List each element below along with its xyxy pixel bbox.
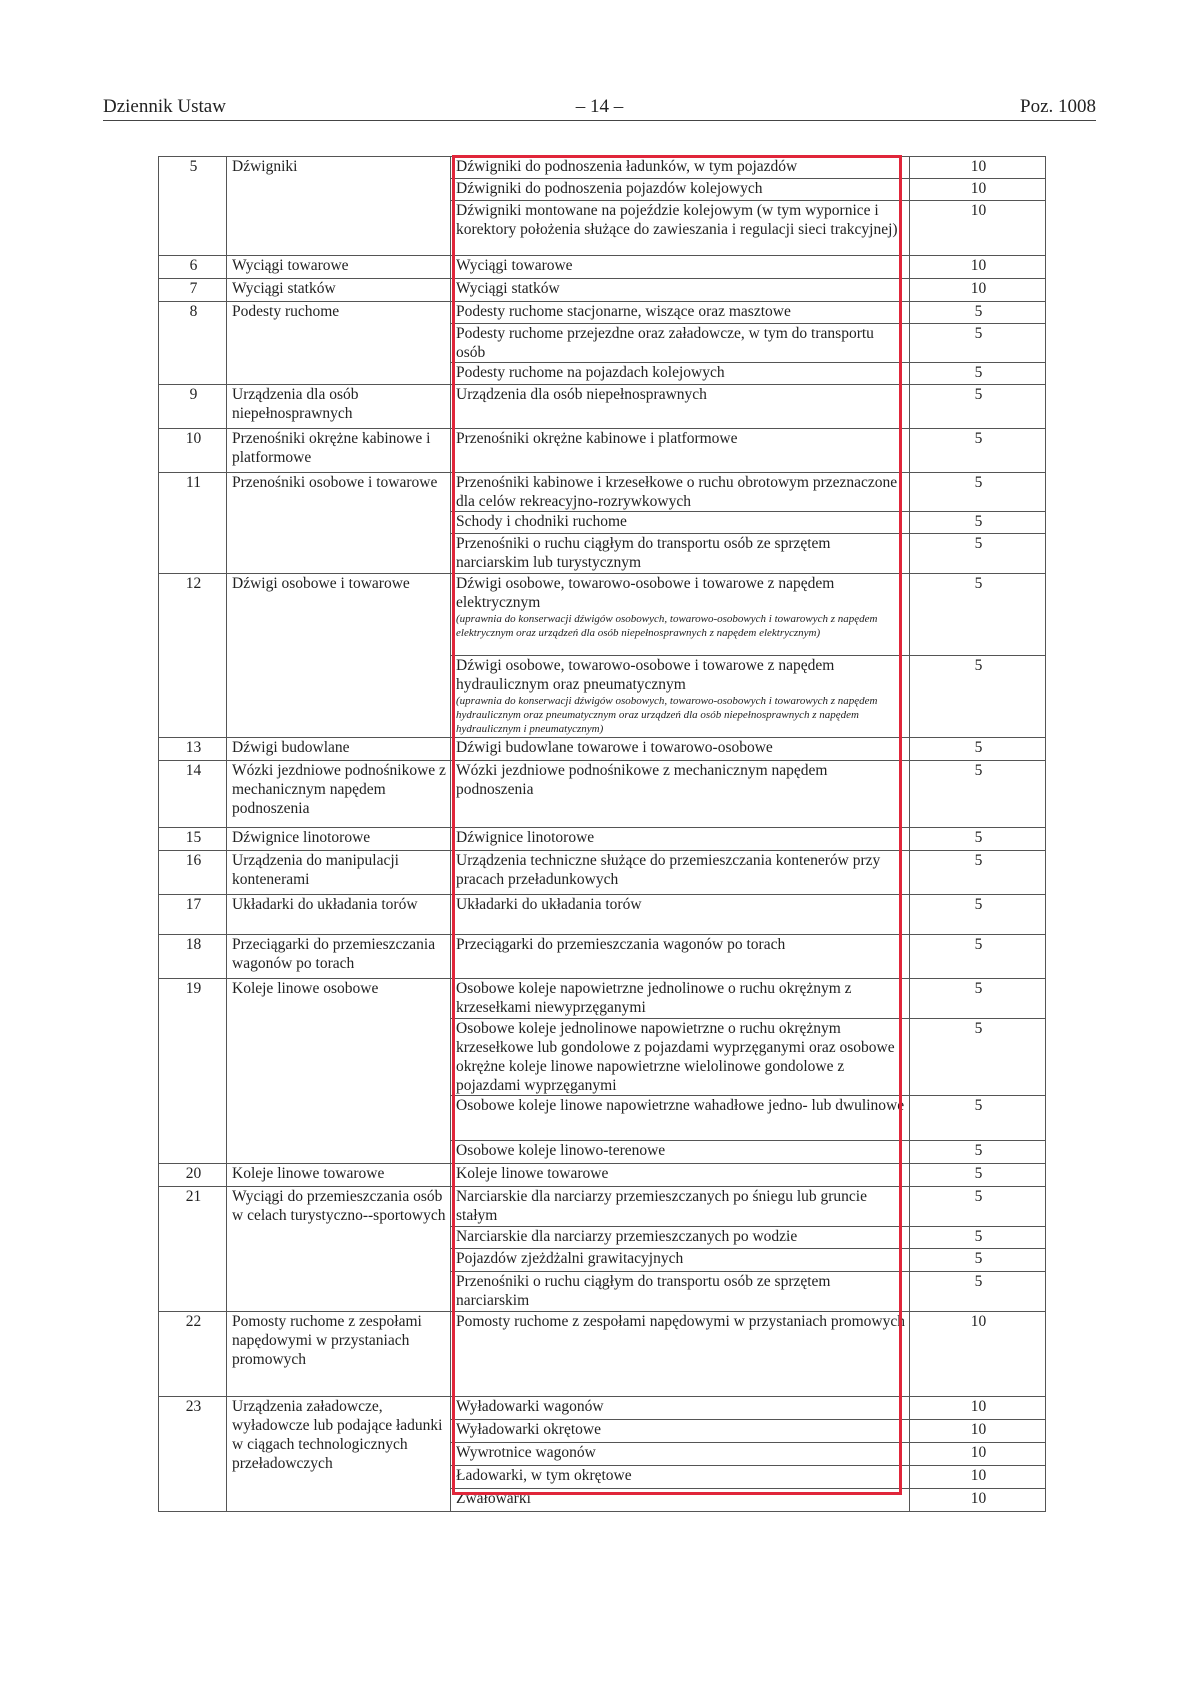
device-type xyxy=(451,1397,910,1420)
device-category: Przeciągarki do przemieszczania wagonów po torach xyxy=(227,935,451,979)
device-type-name: Dźwigniki do podnoszenia ładunków, w tym pojazdów xyxy=(456,158,798,175)
device-category: Przenośniki okrężne kabinowe i platformowe xyxy=(227,429,451,473)
years-value: 10 xyxy=(910,279,1046,302)
years-value: 5 xyxy=(910,1164,1046,1187)
table-row xyxy=(159,473,1046,512)
device-category: Wyciągi towarowe xyxy=(227,256,451,279)
table-row xyxy=(159,429,1046,473)
table-row xyxy=(159,935,1046,979)
device-type-name: Dźwigi osobowe, towarowo-osobowe i towarowe z napędem hydraulicznym oraz pneumatycznym xyxy=(456,657,835,693)
table-row xyxy=(159,256,1046,279)
row-number: 18 xyxy=(159,935,227,979)
table-row xyxy=(159,828,1046,851)
device-category: Dźwigi budowlane xyxy=(227,738,451,761)
years-value: 5 xyxy=(910,574,1046,656)
years-value: 5 xyxy=(910,473,1046,512)
device-type-name: Ładowarki, w tym okrętowe xyxy=(456,1467,632,1484)
device-type-name: Urządzenia dla osób niepełnosprawnych xyxy=(456,386,707,403)
device-category: Urządzenia do manipulacji kontenerami xyxy=(227,851,451,895)
device-type-name: Osobowe koleje linowe napowietrzne wahadłowe jedno- lub dwulinowe xyxy=(456,1097,905,1114)
table-row xyxy=(159,279,1046,302)
years-value: 10 xyxy=(910,1312,1046,1397)
device-type xyxy=(451,363,910,385)
years-value: 10 xyxy=(910,179,1046,201)
row-number: 22 xyxy=(159,1312,227,1397)
row-number: 21 xyxy=(159,1187,227,1312)
table-row xyxy=(159,761,1046,828)
years-value: 10 xyxy=(910,256,1046,279)
device-type xyxy=(451,256,910,279)
years-value: 5 xyxy=(910,534,1046,574)
device-type xyxy=(451,385,910,429)
device-type-name: Schody i chodniki ruchome xyxy=(456,513,627,530)
device-type-note: (uprawnia do konserwacji dźwigów osobowych, towarowo-osobowych i towarowych z napędem elektrycznym oraz urządzeń dla osób niepełnosprawnych z napędem elektrycznym) xyxy=(456,613,878,639)
table-row xyxy=(159,1397,1046,1420)
device-type xyxy=(451,302,910,324)
years-value: 5 xyxy=(910,1249,1046,1272)
table-row xyxy=(159,302,1046,324)
device-type-name: Dźwigniki do podnoszenia pojazdów kolejowych xyxy=(456,180,763,197)
years-value: 10 xyxy=(910,157,1046,179)
device-type xyxy=(451,979,910,1019)
device-type xyxy=(451,851,910,895)
device-type xyxy=(451,1489,910,1512)
device-type xyxy=(451,201,910,256)
table-row xyxy=(159,385,1046,429)
years-value: 5 xyxy=(910,363,1046,385)
device-type-name: Przenośniki okrężne kabinowe i platformowe xyxy=(456,430,738,447)
device-type-name: Pojazdów zjeżdżalni grawitacyjnych xyxy=(456,1250,684,1267)
years-value: 5 xyxy=(910,1272,1046,1312)
device-type-note: (uprawnia do konserwacji dźwigów osobowych, towarowo-osobowych i towarowych z napędem hydraulicznym oraz pneumatycznym oraz urządzeń dla osób niepełnosprawnych z napędem hydraulicznym i pneumatycznym) xyxy=(456,695,878,735)
device-table xyxy=(158,156,1046,1512)
years-value: 5 xyxy=(910,761,1046,828)
device-type-name: Podesty ruchome stacjonarne, wiszące oraz masztowe xyxy=(456,303,791,320)
device-type xyxy=(451,1019,910,1096)
device-category: Wózki jezdniowe podnośnikowe z mechanicznym napędem podnoszenia xyxy=(227,761,451,828)
device-type-name: Osobowe koleje jednolinowe napowietrzne o ruchu okrężnym krzesełkowe lub gondolowe z pojazdami wyprzęganymi oraz osobowe okrężne koleje linowe napowietrzne wielolinowe gondolowe z pojazdami wyprzęganymi xyxy=(456,1020,895,1094)
device-type xyxy=(451,1443,910,1466)
row-number: 12 xyxy=(159,574,227,738)
years-value: 5 xyxy=(910,979,1046,1019)
years-value: 5 xyxy=(910,512,1046,534)
table-row xyxy=(159,895,1046,935)
journal-title: Dziennik Ustaw xyxy=(103,96,226,117)
years-value: 10 xyxy=(910,1443,1046,1466)
years-value: 10 xyxy=(910,1397,1046,1420)
device-category: Dźwigi osobowe i towarowe xyxy=(227,574,451,738)
device-type xyxy=(451,279,910,302)
table-row xyxy=(159,738,1046,761)
years-value: 5 xyxy=(910,1019,1046,1096)
device-type xyxy=(451,157,910,179)
device-type-name: Wózki jezdniowe podnośnikowe z mechanicznym napędem podnoszenia xyxy=(456,762,828,798)
row-number: 14 xyxy=(159,761,227,828)
page-number: – 14 – xyxy=(575,96,624,117)
row-number: 13 xyxy=(159,738,227,761)
years-value: 10 xyxy=(910,1489,1046,1512)
device-type-name: Wywrotnice wagonów xyxy=(456,1444,596,1461)
device-category: Przenośniki osobowe i towarowe xyxy=(227,473,451,574)
device-category: Podesty ruchome xyxy=(227,302,451,385)
device-type xyxy=(451,1272,910,1312)
device-category: Urządzenia dla osób niepełnosprawnych xyxy=(227,385,451,429)
device-type-name: Podesty ruchome na pojazdach kolejowych xyxy=(456,364,725,381)
device-type xyxy=(451,1141,910,1164)
years-value: 10 xyxy=(910,1420,1046,1443)
device-type xyxy=(451,534,910,574)
row-number: 20 xyxy=(159,1164,227,1187)
device-type-name: Narciarskie dla narciarzy przemieszczanych po wodzie xyxy=(456,1228,798,1245)
row-number: 15 xyxy=(159,828,227,851)
row-number: 10 xyxy=(159,429,227,473)
device-type-name: Dźwigi osobowe, towarowo-osobowe i towarowe z napędem elektrycznym xyxy=(456,575,835,611)
row-number: 7 xyxy=(159,279,227,302)
device-type xyxy=(451,761,910,828)
device-type-name: Układarki do układania torów xyxy=(456,896,642,913)
device-type xyxy=(451,429,910,473)
device-type-name: Podesty ruchome przejezdne oraz załadowcze, w tym do transportu osób xyxy=(456,325,874,361)
device-type xyxy=(451,1466,910,1489)
row-number: 23 xyxy=(159,1397,227,1512)
row-number: 19 xyxy=(159,979,227,1164)
device-category: Koleje linowe osobowe xyxy=(227,979,451,1164)
device-type xyxy=(451,895,910,935)
table-row xyxy=(159,979,1046,1019)
years-value: 5 xyxy=(910,895,1046,935)
years-value: 5 xyxy=(910,429,1046,473)
device-type-name: Dźwignice linotorowe xyxy=(456,829,595,846)
device-type xyxy=(451,1420,910,1443)
years-value: 5 xyxy=(910,1227,1046,1249)
table-row xyxy=(159,157,1046,179)
position-number: Poz. 1008 xyxy=(1020,96,1096,117)
device-type xyxy=(451,656,910,738)
device-category: Układarki do układania torów xyxy=(227,895,451,935)
years-value: 5 xyxy=(910,935,1046,979)
table-row xyxy=(159,1187,1046,1227)
years-value: 5 xyxy=(910,385,1046,429)
device-type-name: Przeciągarki do przemieszczania wagonów po torach xyxy=(456,936,786,953)
years-value: 10 xyxy=(910,1466,1046,1489)
device-type xyxy=(451,1312,910,1397)
device-category: Dźwigniki xyxy=(227,157,451,256)
years-value: 5 xyxy=(910,1096,1046,1141)
years-value: 5 xyxy=(910,302,1046,324)
row-number: 8 xyxy=(159,302,227,385)
device-type-name: Osobowe koleje napowietrzne jednolinowe o ruchu okrężnym z krzesełkami niewyprzęganymi xyxy=(456,980,852,1016)
years-value: 5 xyxy=(910,851,1046,895)
device-type-name: Narciarskie dla narciarzy przemieszczanych po śniegu lub gruncie stałym xyxy=(456,1188,867,1224)
device-category: Wyciągi do przemieszczania osób w celach turystyczno--sportowych xyxy=(227,1187,451,1312)
row-number: 11 xyxy=(159,473,227,574)
years-value: 10 xyxy=(910,201,1046,256)
device-type-name: Urządzenia techniczne służące do przemieszczania kontenerów przy pracach przeładunkowych xyxy=(456,852,881,888)
device-type-name: Osobowe koleje linowo-terenowe xyxy=(456,1142,666,1159)
device-category: Koleje linowe towarowe xyxy=(227,1164,451,1187)
device-type xyxy=(451,738,910,761)
device-category: Pomosty ruchome z zespołami napędowymi w przystaniach promowych xyxy=(227,1312,451,1397)
device-type xyxy=(451,1227,910,1249)
table-row xyxy=(159,1312,1046,1397)
years-value: 5 xyxy=(910,1187,1046,1227)
device-category: Dźwignice linotorowe xyxy=(227,828,451,851)
device-type xyxy=(451,473,910,512)
table-row xyxy=(159,574,1046,656)
device-type-name: Przenośniki o ruchu ciągłym do transportu osób ze sprzętem narciarskim lub turystycznym xyxy=(456,535,831,571)
device-type-name: Pomosty ruchome z zespołami napędowymi w przystaniach promowych xyxy=(456,1313,905,1330)
years-value: 5 xyxy=(910,324,1046,363)
table-row xyxy=(159,851,1046,895)
device-type-name: Dźwigniki montowane na pojeździe kolejowym (w tym wypornice i korektory położenia służące do zawieszania i regulacji sieci trakcyjnej) xyxy=(456,202,898,238)
row-number: 16 xyxy=(159,851,227,895)
years-value: 5 xyxy=(910,828,1046,851)
years-value: 5 xyxy=(910,656,1046,738)
table-row xyxy=(159,1164,1046,1187)
device-type-name: Przenośniki o ruchu ciągłym do transportu osób ze sprzętem narciarskim xyxy=(456,1273,831,1309)
device-type xyxy=(451,1096,910,1141)
device-type xyxy=(451,935,910,979)
device-type xyxy=(451,324,910,363)
device-type xyxy=(451,828,910,851)
row-number: 9 xyxy=(159,385,227,429)
device-type xyxy=(451,179,910,201)
device-category: Wyciągi statków xyxy=(227,279,451,302)
device-type xyxy=(451,512,910,534)
page-header xyxy=(103,96,1096,121)
row-number: 5 xyxy=(159,157,227,256)
device-type-name: Wyciągi statków xyxy=(456,280,560,297)
device-type xyxy=(451,1249,910,1272)
row-number: 6 xyxy=(159,256,227,279)
device-type xyxy=(451,574,910,656)
device-type-name: Zwałowarki xyxy=(456,1490,531,1507)
years-value: 5 xyxy=(910,738,1046,761)
years-value: 5 xyxy=(910,1141,1046,1164)
device-type xyxy=(451,1187,910,1227)
device-type-name: Koleje linowe towarowe xyxy=(456,1165,609,1182)
device-type xyxy=(451,1164,910,1187)
device-type-name: Wyładowarki wagonów xyxy=(456,1398,604,1415)
device-type-name: Przenośniki kabinowe i krzesełkowe o ruchu obrotowym przeznaczone dla celów rekreacyjno-rozrywkowych xyxy=(456,474,898,510)
device-type-name: Wyładowarki okrętowe xyxy=(456,1421,601,1438)
device-type-name: Wyciągi towarowe xyxy=(456,257,573,274)
device-category: Urządzenia załadowcze, wyładowcze lub podające ładunki w ciągach technologicznych przeładowczych xyxy=(227,1397,451,1512)
row-number: 17 xyxy=(159,895,227,935)
device-type-name: Dźwigi budowlane towarowe i towarowo-osobowe xyxy=(456,739,773,756)
